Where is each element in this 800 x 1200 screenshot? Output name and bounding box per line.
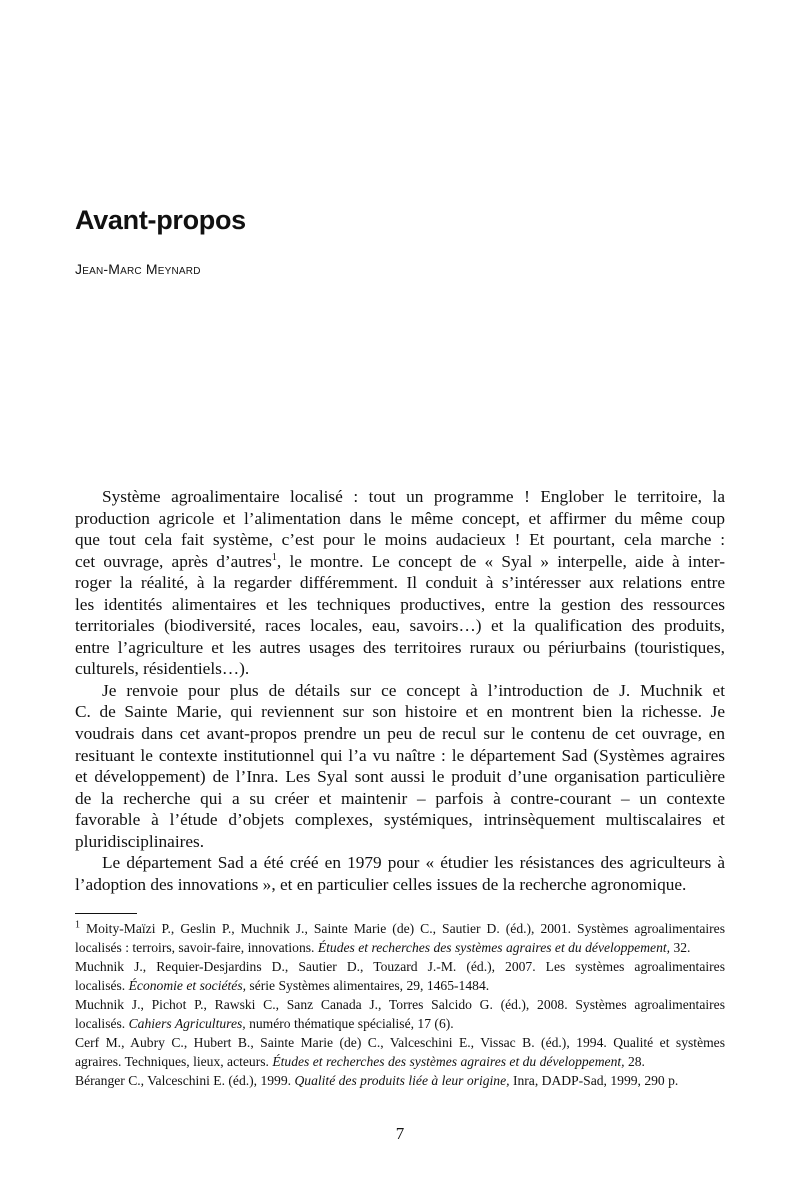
text-line: resituant le contexte institutionnel qui l’a vu naître : le département Sad (Systèmes agraires bbox=[75, 745, 725, 765]
text-line: favorable à l’étude d’objets complexes, systémiques, intrinsèquement multiscalaires et bbox=[75, 810, 725, 830]
citation-text: numéro thématique spécialisé, 17 (6). bbox=[245, 1016, 454, 1031]
text-line: cet ouvrage, après d’autres$^1$, le montre. Le concept de « Syal » interpelle, aide à inter- bbox=[75, 551, 725, 571]
citation-text: localisés : terroirs, savoir-faire, innovations. bbox=[75, 940, 318, 955]
footnote-divider bbox=[75, 913, 137, 914]
text-line: entre l’agriculture et les autres usages des territoires ruraux ou périurbains (touristiques, bbox=[75, 637, 725, 657]
text-line: territoriales (biodiversité, races locales, eau, savoirs…) et la qualification des produits, bbox=[75, 616, 725, 636]
citation-text: Béranger C., Valceschini E. (éd.), 1999. bbox=[75, 1073, 295, 1088]
text-line: les identités alimentaires et les techniques productives, entre la gestion des ressources bbox=[75, 594, 725, 614]
text-line: de la recherche qui a su créer et maintenir – parfois à contre-courant – un contexte bbox=[75, 788, 725, 808]
footnote-line bbox=[75, 1052, 725, 1071]
footnote-line bbox=[75, 919, 725, 938]
text-line: pluridisciplinaires. bbox=[75, 831, 205, 851]
citation-text: 32. bbox=[670, 940, 691, 955]
footnotes bbox=[75, 919, 725, 1090]
citation-text: $^1$ Moity-Maïzi P., Geslin P., Muchnik J., Sainte Marie (de) C., Sautier D. (éd.), 2001. Systèmes agroalimentaires bbox=[75, 919, 725, 936]
paragraph bbox=[75, 852, 725, 895]
text-line: l’adoption des innovations », et en particulier celles issues de la recherche agronomique. bbox=[75, 874, 687, 894]
text-line: Le département Sad a été créé en 1979 pour « étudier les résistances des agriculteurs à bbox=[102, 853, 725, 873]
footnote-line bbox=[75, 1014, 725, 1033]
citation-title: Cahiers Agricultures, bbox=[128, 1016, 246, 1031]
citation-text: 28. bbox=[624, 1054, 645, 1069]
author-name: Jean-Marc Meynard bbox=[75, 261, 201, 277]
citation-title: Qualité des produits liée à leur origine, bbox=[294, 1073, 510, 1088]
paragraph bbox=[75, 680, 725, 852]
footnote-line bbox=[75, 995, 725, 1014]
citation-text: agraires. Techniques, lieux, acteurs. bbox=[75, 1054, 273, 1069]
citation-title: Études et recherches des systèmes agraires et du développement, bbox=[272, 1054, 625, 1069]
citation-title: Études et recherches des systèmes agraires et du développement, bbox=[317, 940, 671, 955]
text-line: Je renvoie pour plus de détails sur ce concept à l’introduction de J. Muchnik et bbox=[102, 680, 725, 700]
footnote-line bbox=[75, 938, 725, 957]
citation-text: localisés. bbox=[75, 978, 129, 993]
text-line: C. de Sainte Marie, qui reviennent sur son histoire et en montrent bien la richesse. Je bbox=[75, 702, 725, 722]
citation-text: Cerf M., Aubry C., Hubert B., Sainte Marie (de) C., Valceschini E., Vissac B. (éd.), 1994. Qualité et systèmes bbox=[75, 1035, 725, 1050]
text-line: roger la réalité, à la regarder différemment. Il conduit à s’intéresser aux relations entre bbox=[75, 573, 725, 593]
citation-text: série Systèmes alimentaires, 29, 1465-1484. bbox=[246, 978, 490, 993]
footnote-line bbox=[75, 1071, 725, 1090]
text-line: voudrais dans cet avant-propos prendre un peu de recul sur le contenu de cet ouvrage, en bbox=[75, 724, 725, 744]
footnote-line bbox=[75, 957, 725, 976]
text-line: que tout cela fait système, c’est pour le moins audacieux ! Et pourtant, cela marche : bbox=[75, 530, 725, 550]
citation-text: Muchnik J., Requier-Desjardins D., Sautier D., Touzard J.-M. (éd.), 2007. Les systèmes agroalimentaires bbox=[75, 959, 725, 974]
paragraph bbox=[75, 486, 725, 680]
footnote-ref[interactable]: 1 bbox=[271, 551, 277, 563]
body-text bbox=[75, 486, 725, 895]
text-line: Système agroalimentaire localisé : tout un programme ! Englober le territoire, la bbox=[102, 487, 725, 506]
citation-text: localisés. bbox=[75, 1016, 129, 1031]
text-line: culturels, résidentiels…). bbox=[75, 659, 250, 679]
text-line: production agricole et l’alimentation dans le même concept, et affirmer du même coup bbox=[75, 508, 725, 528]
citation-text: Muchnik J., Pichot P., Rawski C., Sanz Canada J., Torres Salcido G. (éd.), 2008. Systèmes agroalimentaires bbox=[75, 997, 725, 1012]
footnote-line bbox=[75, 976, 725, 995]
page-number: 7 bbox=[395, 1124, 405, 1143]
citation-title: Économie et sociétés, bbox=[128, 978, 247, 993]
footnote-marker: 1 bbox=[75, 919, 80, 931]
text-line: et développement) de l’Inra. Les Syal sont aussi le produit d’une organisation particulière bbox=[75, 767, 725, 787]
page-title: Avant-propos bbox=[75, 205, 246, 235]
footnote-line bbox=[75, 1033, 725, 1052]
citation-text: Inra, DADP-Sad, 1999, 290 p. bbox=[509, 1073, 679, 1088]
